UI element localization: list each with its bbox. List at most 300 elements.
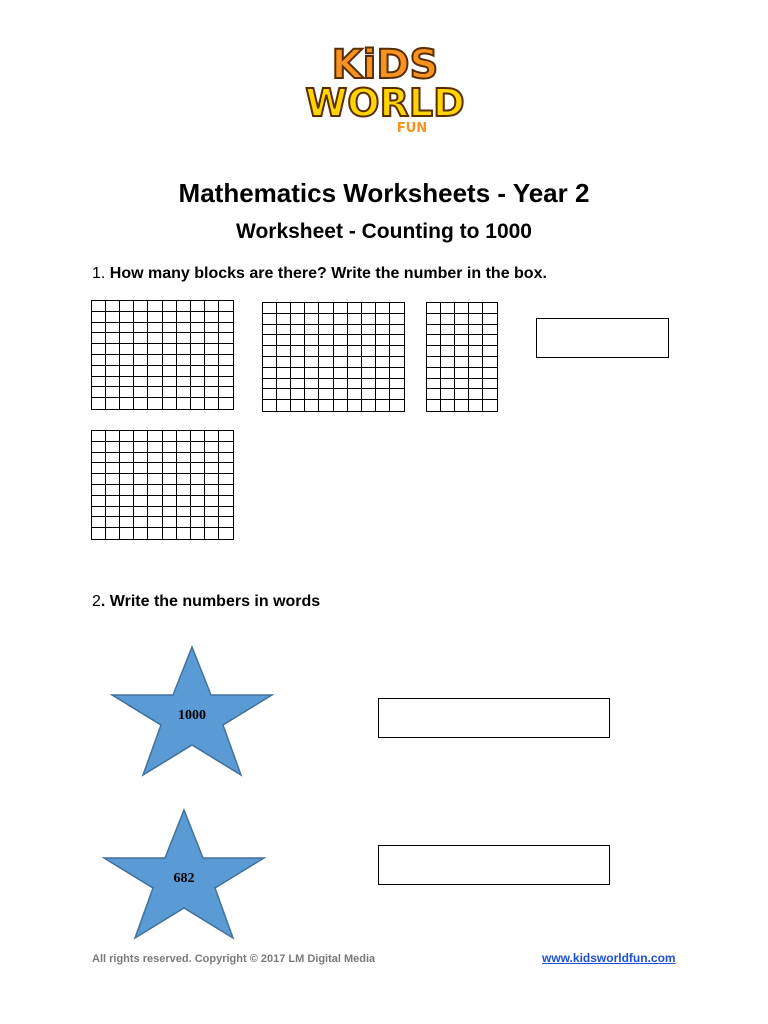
grid-cell [219,463,233,474]
grid-cell [205,377,219,388]
grid-cell [390,389,404,400]
grid-cell [441,325,455,336]
grid-cell [134,398,148,409]
grid-cell [348,303,362,314]
grid-cell [92,453,106,464]
grid-cell [163,333,177,344]
grid-cell [427,303,441,314]
grid-cell [376,357,390,368]
grid-cell [390,314,404,325]
grid-cell [191,398,205,409]
grid-cell [148,485,162,496]
grid-cell [163,355,177,366]
grid-cell [163,517,177,528]
grid-cell [163,474,177,485]
grid-cell [177,301,191,312]
grid-cell [441,400,455,411]
grid-cell [177,517,191,528]
grid-cell [205,312,219,323]
grid-cell [205,528,219,539]
grid-cell [191,366,205,377]
grid-cell [148,431,162,442]
grid-cell [134,377,148,388]
grid-cell [390,303,404,314]
star-2-number: 682 [173,871,195,886]
grid-cell [120,366,134,377]
grid-cell [469,357,483,368]
grid-cell [163,485,177,496]
grid-cell [120,474,134,485]
grid-cell [277,357,291,368]
grid-cell [277,389,291,400]
grid-cell [163,453,177,464]
grid-cell [134,387,148,398]
grid-cell [134,485,148,496]
grid-cell [106,387,120,398]
grid-cell [120,507,134,518]
grid-cell [205,398,219,409]
grid-cell [483,368,497,379]
question-1-number: 1. [92,265,106,282]
grid-cell [263,314,277,325]
grid-cell [106,355,120,366]
grid-cell [134,355,148,366]
grid-cell [134,517,148,528]
grid-cell [191,463,205,474]
question-1-answer-box[interactable] [536,318,669,358]
grid-cell [120,485,134,496]
words-answer-box-2[interactable] [378,845,610,885]
grid-cell [163,496,177,507]
grid-cell [263,357,277,368]
grid-cell [319,303,333,314]
grid-cell [305,314,319,325]
grid-cell [362,325,376,336]
grid-cell [291,368,305,379]
grid-cell [92,344,106,355]
grid-cell [191,355,205,366]
grid-cell [120,528,134,539]
grid-cell [291,379,305,390]
grid-cell [334,325,348,336]
grid-cell [92,301,106,312]
grid-cell [483,346,497,357]
grid-cell [191,323,205,334]
grid-cell [148,366,162,377]
grid-cell [291,325,305,336]
grid-cell [120,312,134,323]
grid-cell [334,314,348,325]
grid-cell [219,344,233,355]
grid-cell [177,366,191,377]
grid-cell [348,346,362,357]
grid-cell [134,528,148,539]
grid-cell [334,357,348,368]
grid-cell [191,517,205,528]
grid-cell [219,485,233,496]
grid-cell [219,474,233,485]
grid-cell [177,323,191,334]
grid-cell [305,368,319,379]
grid-cell [134,333,148,344]
grid-cell [120,453,134,464]
grid-cell [205,366,219,377]
grid-cell [92,333,106,344]
grid-cell [106,344,120,355]
grid-cell [92,377,106,388]
grid-cell [376,400,390,411]
grid-cell [483,325,497,336]
grid-cell [390,368,404,379]
grid-cell [277,400,291,411]
grid-cell [92,323,106,334]
grid-cell [191,496,205,507]
grid-cell [291,400,305,411]
grid-cell [376,314,390,325]
grid-cell [120,398,134,409]
grid-cell [219,387,233,398]
grid-cell [92,398,106,409]
grid-cell [205,463,219,474]
grid-cell [148,323,162,334]
grid-cell [376,303,390,314]
grid-cell [390,325,404,336]
grid-cell [334,368,348,379]
grid-cell [291,357,305,368]
grid-cell [177,442,191,453]
grid-cell [362,400,376,411]
grid-cell [483,335,497,346]
grid-cell [455,379,469,390]
grid-cell [348,400,362,411]
grid-cell [134,442,148,453]
grid-cell [92,528,106,539]
grid-cell [92,474,106,485]
grid-cell [134,474,148,485]
grid-cell [362,379,376,390]
grid-cell [191,528,205,539]
grid-cell [376,346,390,357]
grid-cell [92,387,106,398]
grid-cell [148,387,162,398]
grid-cell [219,323,233,334]
grid-cell [120,442,134,453]
grid-cell [205,517,219,528]
grid-cell [263,379,277,390]
grid-cell [205,485,219,496]
grid-cell [263,335,277,346]
grid-cell [106,312,120,323]
grid-cell [148,355,162,366]
grid-cell [120,355,134,366]
grid-cell [106,377,120,388]
grid-cell [134,496,148,507]
grid-cell [205,323,219,334]
grid-cell [92,355,106,366]
grid-cell [92,366,106,377]
grid-cell [205,474,219,485]
grid-cell [263,368,277,379]
grid-cell [469,400,483,411]
grid-cell [106,431,120,442]
grid-cell [106,517,120,528]
grid-cell [376,379,390,390]
grid-cell [305,335,319,346]
grid-cell [390,400,404,411]
grid-cell [92,517,106,528]
hundred-block-3 [91,430,234,540]
grid-cell [362,368,376,379]
grid-cell [191,377,205,388]
grid-cell [148,301,162,312]
grid-cell [191,474,205,485]
grid-cell [177,398,191,409]
words-answer-box-1[interactable] [378,698,610,738]
grid-cell [177,355,191,366]
grid-cell [134,301,148,312]
grid-cell [177,507,191,518]
grid-cell [134,507,148,518]
grid-cell [469,379,483,390]
grid-cell [455,346,469,357]
grid-cell [291,335,305,346]
grid-cell [263,303,277,314]
grid-cell [319,379,333,390]
logo-line3: FUN [396,121,428,136]
star-1-number: 1000 [178,708,206,723]
grid-cell [163,398,177,409]
grid-cell [483,400,497,411]
grid-cell [277,314,291,325]
grid-cell [148,312,162,323]
grid-cell [263,389,277,400]
grid-cell [319,368,333,379]
grid-cell [148,528,162,539]
question-2-text: . Write the numbers in words [100,593,321,610]
grid-cell [469,335,483,346]
grid-cell [148,463,162,474]
grid-cell [455,389,469,400]
grid-cell [148,398,162,409]
grid-cell [120,333,134,344]
star-shape-2 [102,808,266,940]
grid-cell [163,301,177,312]
grid-cell [348,314,362,325]
grid-cell [163,387,177,398]
grid-cell [291,346,305,357]
grid-cell [120,301,134,312]
grid-cell [469,325,483,336]
grid-cell [191,485,205,496]
copyright-text: All rights reserved. Copyright © 2017 LM Digital Media [92,953,376,965]
grid-cell [455,400,469,411]
grid-cell [483,357,497,368]
grid-cell [334,303,348,314]
grid-cell [106,496,120,507]
grid-cell [362,335,376,346]
grid-cell [92,507,106,518]
hundred-block-1 [91,300,234,410]
grid-cell [376,335,390,346]
grid-cell [177,463,191,474]
grid-cell [177,474,191,485]
page-subtitle: Worksheet - Counting to 1000 [236,220,532,243]
hundred-block-2 [262,302,405,412]
grid-cell [106,453,120,464]
kids-world-fun-logo [300,40,470,136]
grid-cell [348,368,362,379]
grid-cell [120,431,134,442]
grid-cell [106,474,120,485]
page-title: Mathematics Worksheets - Year 2 [178,178,590,208]
grid-cell [219,528,233,539]
grid-cell [348,389,362,400]
grid-cell [219,312,233,323]
grid-cell [362,389,376,400]
grid-cell [390,379,404,390]
grid-cell [163,442,177,453]
grid-cell [362,314,376,325]
grid-cell [362,303,376,314]
grid-cell [148,377,162,388]
grid-cell [177,312,191,323]
grid-cell [348,379,362,390]
grid-cell [469,368,483,379]
grid-cell [205,453,219,464]
grid-cell [219,442,233,453]
grid-cell [148,453,162,464]
grid-cell [219,333,233,344]
grid-cell [134,366,148,377]
grid-cell [163,344,177,355]
grid-cell [455,335,469,346]
grid-cell [334,389,348,400]
grid-cell [148,344,162,355]
grid-cell [319,335,333,346]
grid-cell [441,303,455,314]
grid-cell [469,303,483,314]
grid-cell [205,355,219,366]
grid-cell [305,325,319,336]
grid-cell [191,507,205,518]
grid-cell [163,366,177,377]
grid-cell [191,312,205,323]
grid-cell [277,379,291,390]
grid-cell [177,453,191,464]
grid-cell [390,335,404,346]
grid-cell [134,463,148,474]
grid-cell [441,379,455,390]
grid-cell [305,303,319,314]
question-1-text: How many blocks are there? Write the number in the box. [109,265,547,282]
grid-cell [219,301,233,312]
grid-cell [390,346,404,357]
grid-cell [427,346,441,357]
logo-line1: KiDS [331,42,439,88]
grid-cell [441,314,455,325]
grid-cell [120,344,134,355]
grid-cell [191,333,205,344]
grid-cell [441,346,455,357]
grid-cell [148,496,162,507]
grid-cell [305,357,319,368]
grid-cell [191,387,205,398]
grid-cell [148,333,162,344]
grid-cell [348,325,362,336]
grid-cell [134,431,148,442]
grid-cell [319,346,333,357]
grid-cell [163,507,177,518]
grid-cell [305,379,319,390]
grid-cell [305,389,319,400]
grid-cell [106,528,120,539]
grid-cell [334,379,348,390]
fifty-block [426,302,498,412]
grid-cell [469,314,483,325]
grid-cell [441,357,455,368]
grid-cell [106,485,120,496]
grid-cell [106,323,120,334]
grid-cell [177,377,191,388]
grid-cell [219,355,233,366]
grid-cell [455,325,469,336]
grid-cell [263,346,277,357]
grid-cell [120,377,134,388]
grid-cell [177,485,191,496]
grid-cell [455,368,469,379]
grid-cell [376,368,390,379]
grid-cell [177,344,191,355]
grid-cell [362,346,376,357]
grid-cell [177,528,191,539]
grid-cell [177,387,191,398]
grid-cell [163,528,177,539]
grid-cell [319,325,333,336]
website-link[interactable]: www.kidsworldfun.com [542,951,676,965]
grid-cell [106,507,120,518]
grid-cell [163,312,177,323]
grid-cell [277,335,291,346]
grid-cell [106,398,120,409]
grid-cell [92,442,106,453]
grid-cell [441,389,455,400]
grid-cell [348,357,362,368]
grid-cell [483,303,497,314]
grid-cell [263,325,277,336]
grid-cell [483,379,497,390]
grid-cell [92,431,106,442]
grid-cell [319,357,333,368]
grid-cell [191,442,205,453]
grid-cell [219,377,233,388]
grid-cell [120,496,134,507]
grid-cell [455,357,469,368]
grid-cell [319,400,333,411]
grid-cell [469,346,483,357]
grid-cell [205,442,219,453]
grid-cell [219,496,233,507]
grid-cell [291,389,305,400]
grid-cell [427,325,441,336]
grid-cell [120,387,134,398]
grid-cell [305,346,319,357]
grid-cell [362,357,376,368]
grid-cell [92,312,106,323]
grid-cell [291,314,305,325]
grid-cell [163,377,177,388]
grid-cell [277,346,291,357]
grid-cell [134,344,148,355]
